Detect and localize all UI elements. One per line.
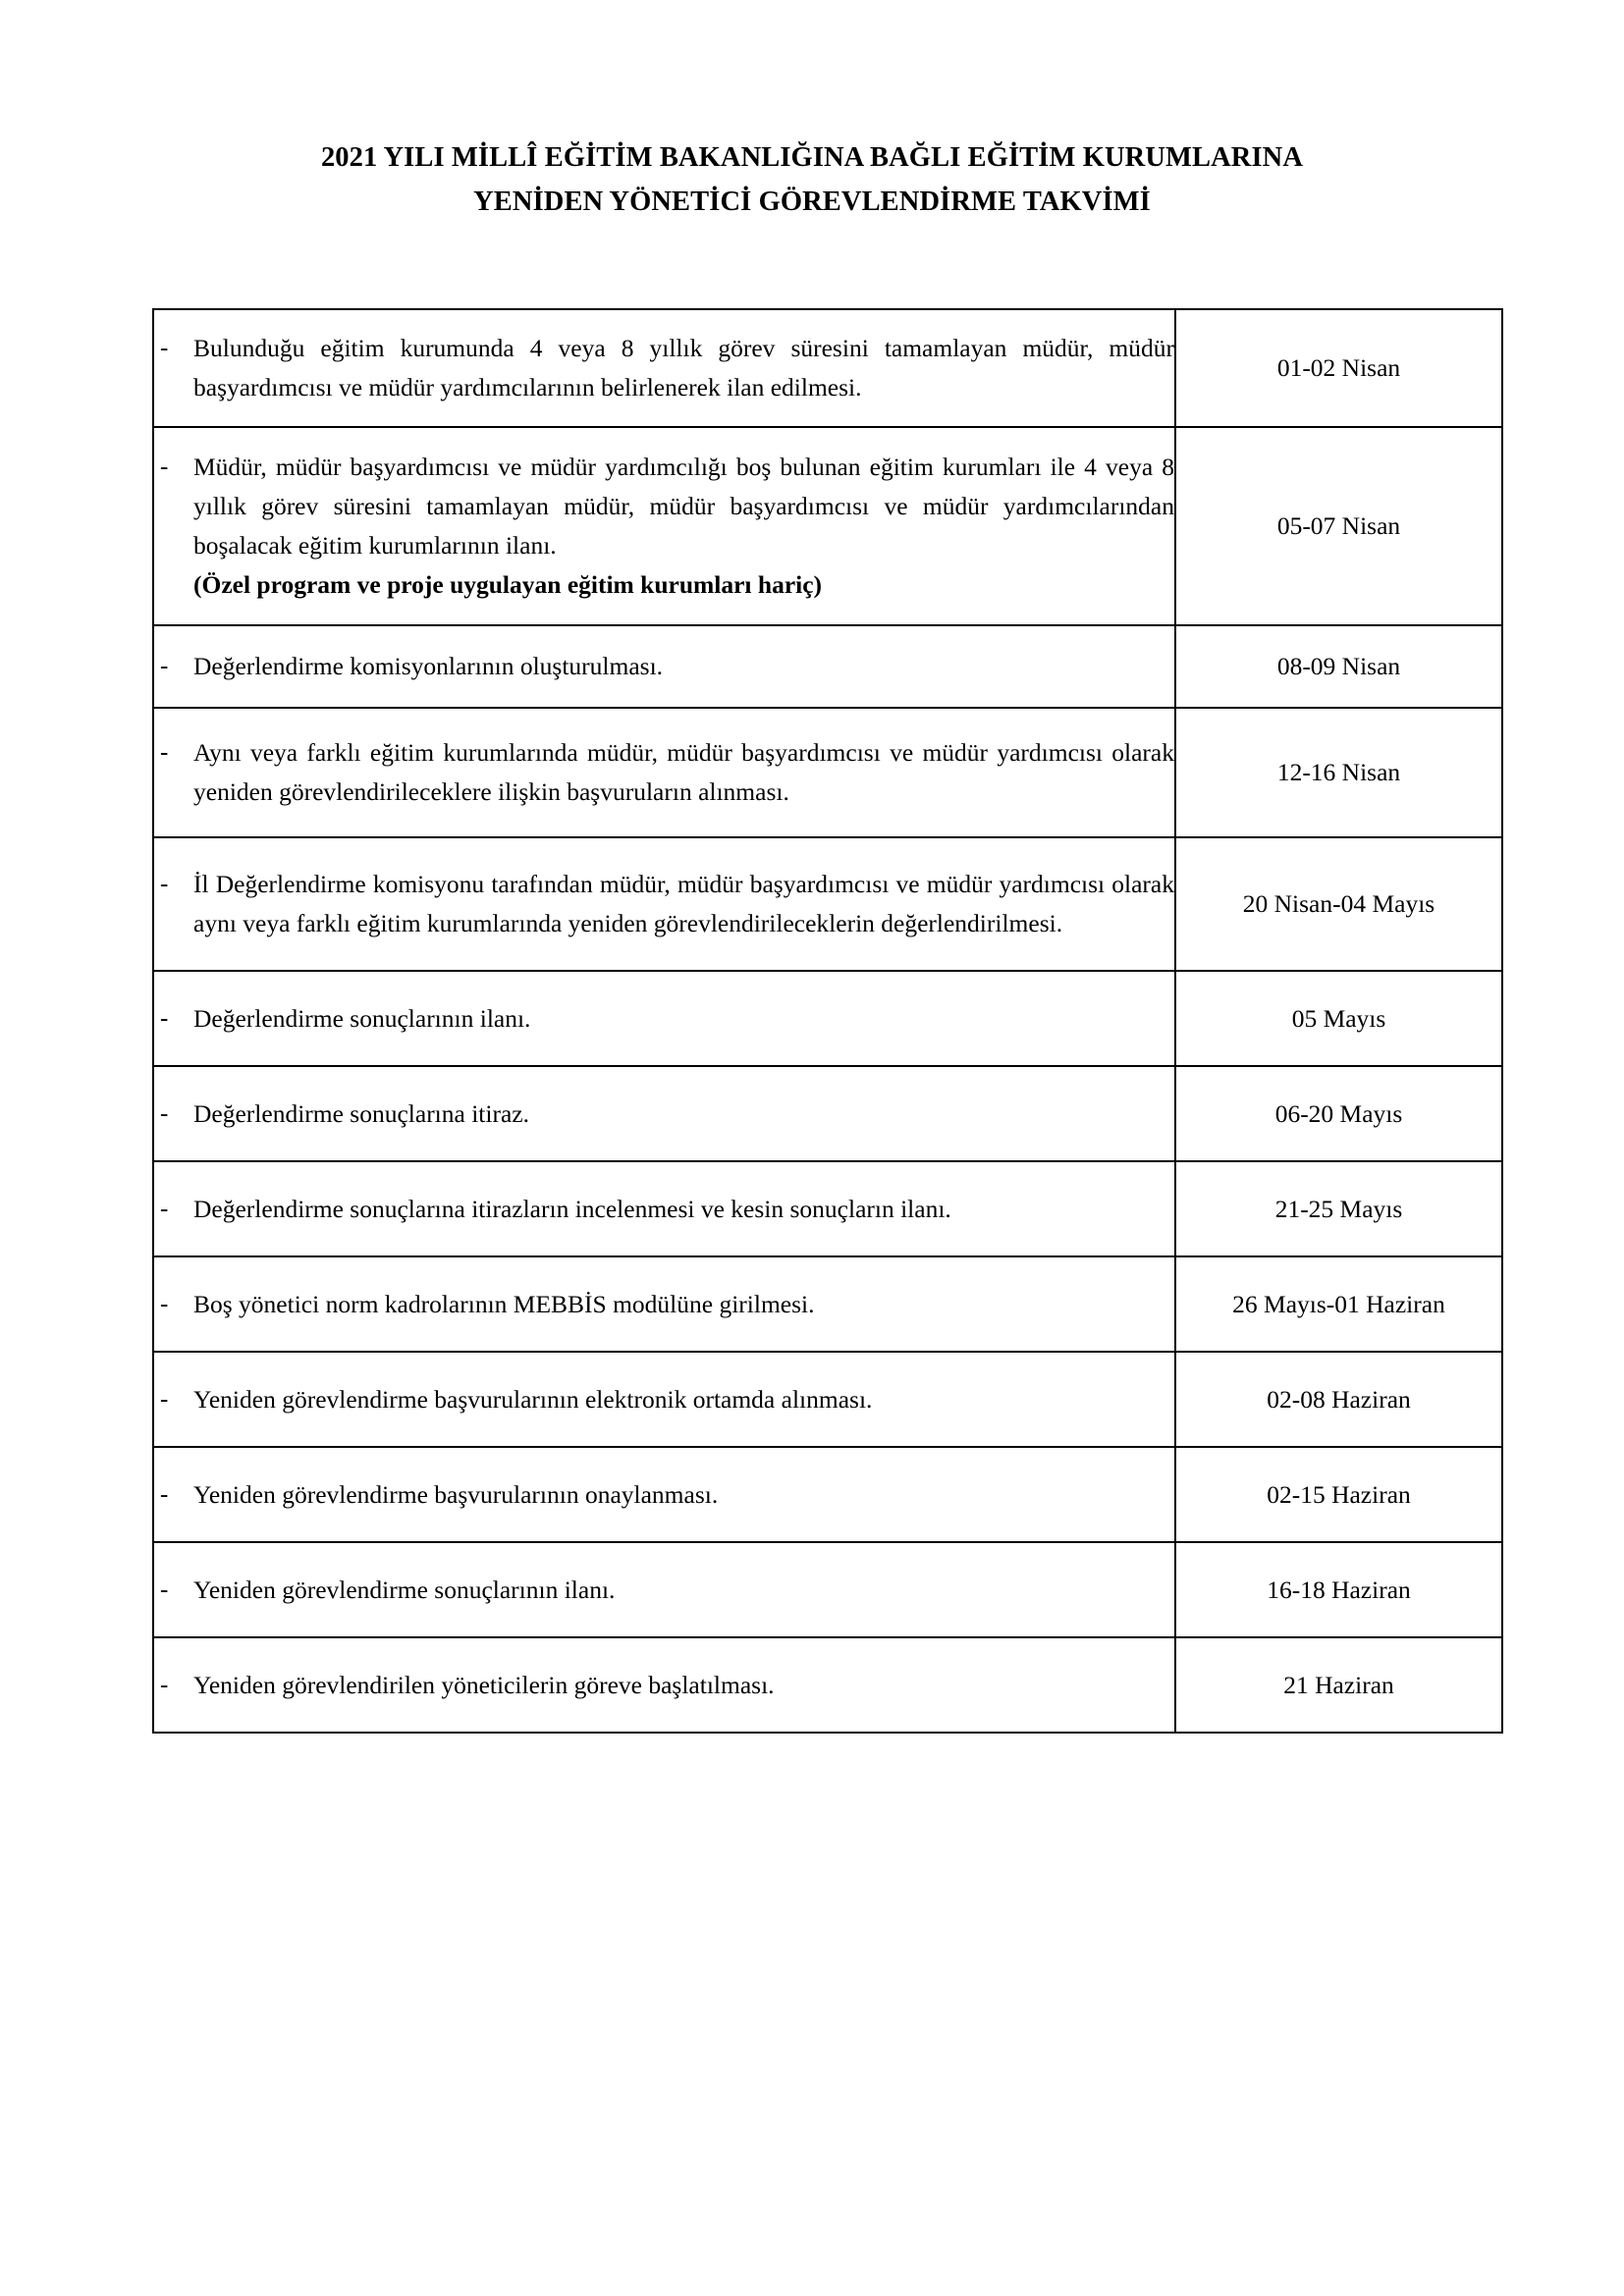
task-cell <box>153 1352 1175 1447</box>
table-row <box>153 1066 1502 1161</box>
task-description: Aynı veya farklı eğitim kurumlarında müdür, müdür başyardımcısı ve müdür yardımcısı olarak yeniden görevlendirileceklere ilişkin başvuruların alınması. <box>193 738 1174 806</box>
bullet-dash-icon: - <box>160 1290 169 1317</box>
task-cell <box>153 1542 1175 1637</box>
task-cell <box>153 837 1175 971</box>
task-description: Değerlendirme sonuçlarına itiraz. <box>193 1098 529 1128</box>
schedule-table <box>152 308 1503 1734</box>
task-cell <box>153 971 1175 1066</box>
bullet-dash-icon: - <box>160 653 169 679</box>
task-description: Yeniden görevlendirme sonuçlarının ilanı. <box>193 1575 616 1604</box>
task-description: Yeniden görevlendirme başvurularının elektronik ortamda alınması. <box>193 1384 873 1414</box>
date-cell: 02-15 Haziran <box>1175 1447 1502 1542</box>
task-note: (Özel program ve proje uygulayan eğitim kurumları hariç) <box>193 570 823 599</box>
table-row <box>153 971 1502 1066</box>
task-description: Bulunduğu eğitim kurumunda 4 veya 8 yıllık görev süresini tamamlayan müdür, müdür başyardımcısı ve müdür yardımcılarının belirlenerek ilan edilmesi. <box>193 334 1174 401</box>
task-description: Boş yönetici norm kadrolarının MEBBİS modülüne girilmesi. <box>193 1289 815 1318</box>
table-row <box>153 1447 1502 1542</box>
date-cell: 20 Nisan-04 Mayıs <box>1175 837 1502 971</box>
task-cell <box>153 1637 1175 1733</box>
table-row <box>153 309 1502 427</box>
bullet-dash-icon: - <box>160 1195 169 1222</box>
task-cell <box>153 1447 1175 1542</box>
task-description: İl Değerlendirme komisyonu tarafından müdür, müdür başyardımcısı ve müdür yardımcısı olarak aynı veya farklı eğitim kurumlarında yeniden görevlendirileceklerin değerlendirilmesi. <box>193 870 1174 937</box>
bullet-dash-icon: - <box>160 454 169 480</box>
table-row <box>153 1256 1502 1352</box>
task-cell <box>153 708 1175 837</box>
bullet-dash-icon: - <box>160 1671 169 1698</box>
task-cell <box>153 1256 1175 1352</box>
date-cell: 21-25 Mayıs <box>1175 1161 1502 1256</box>
page-title-line-2: YENİDEN YÖNETİCİ GÖREVLENDİRME TAKVİMİ <box>473 187 1151 217</box>
task-description: Yeniden görevlendirilen yöneticilerin göreve başlatılması. <box>193 1670 775 1699</box>
task-cell <box>153 427 1175 625</box>
task-description: Müdür, müdür başyardımcısı ve müdür yardımcılığı boş bulunan eğitim kurumları ile 4 veya 8 yıllık görev süresini tamamlayan müdür, müdür başyardımcısı ve müdür yardımcılarından boşalacak eğitim kurumlarının ilanı. <box>193 453 1174 560</box>
task-description: Yeniden görevlendirme başvurularının onaylanması. <box>193 1479 719 1509</box>
date-cell: 16-18 Haziran <box>1175 1542 1502 1637</box>
date-cell: 05-07 Nisan <box>1175 427 1502 625</box>
task-description: Değerlendirme komisyonlarının oluşturulması. <box>193 652 664 680</box>
bullet-dash-icon: - <box>160 739 169 766</box>
table-row <box>153 427 1502 625</box>
bullet-dash-icon: - <box>160 1575 169 1603</box>
date-cell: 06-20 Mayıs <box>1175 1066 1502 1161</box>
bullet-dash-icon: - <box>160 871 169 897</box>
date-cell: 12-16 Nisan <box>1175 708 1502 837</box>
schedule-table-body <box>153 309 1502 1733</box>
bullet-dash-icon: - <box>160 1099 169 1127</box>
task-description-wrapper <box>193 448 1174 605</box>
bullet-dash-icon: - <box>160 1004 169 1032</box>
table-row <box>153 625 1502 708</box>
date-cell: 02-08 Haziran <box>1175 1352 1502 1447</box>
bullet-dash-icon: - <box>160 1385 169 1413</box>
table-row <box>153 1637 1502 1733</box>
table-row <box>153 1161 1502 1256</box>
date-cell: 01-02 Nisan <box>1175 309 1502 427</box>
bullet-dash-icon: - <box>160 1480 169 1508</box>
task-cell <box>153 1066 1175 1161</box>
task-description: Değerlendirme sonuçlarının ilanı. <box>193 1003 531 1033</box>
task-cell <box>153 1161 1175 1256</box>
task-cell <box>153 309 1175 427</box>
date-cell: 26 Mayıs-01 Haziran <box>1175 1256 1502 1352</box>
date-cell: 08-09 Nisan <box>1175 625 1502 708</box>
table-row <box>153 1352 1502 1447</box>
task-cell <box>153 625 1175 708</box>
bullet-dash-icon: - <box>160 335 169 361</box>
date-cell: 21 Haziran <box>1175 1637 1502 1733</box>
table-row <box>153 708 1502 837</box>
table-row <box>153 1542 1502 1637</box>
page-title <box>0 135 1624 224</box>
table-row <box>153 837 1502 971</box>
page-title-line-1: 2021 YILI MİLLÎ EĞİTİM BAKANLIĞINA BAĞLI EĞİTİM KURUMLARINA <box>320 142 1304 173</box>
date-cell: 05 Mayıs <box>1175 971 1502 1066</box>
task-description: Değerlendirme sonuçlarına itirazların incelenmesi ve kesin sonuçların ilanı. <box>193 1194 951 1223</box>
